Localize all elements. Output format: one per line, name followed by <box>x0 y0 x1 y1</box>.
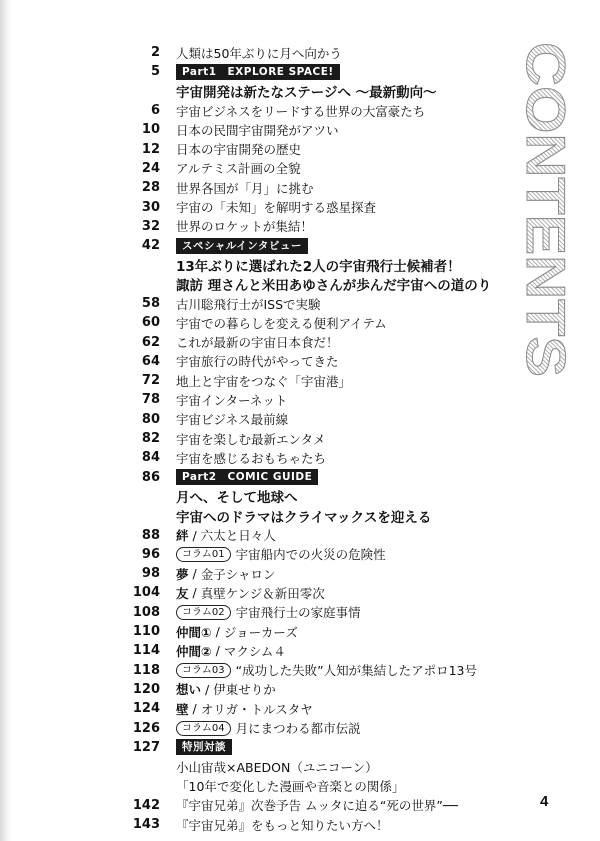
toc-entry <box>120 738 520 757</box>
column-entry <box>176 719 361 737</box>
toc-page-number: 142 <box>132 797 160 813</box>
chapter-characters: マクシム４ <box>223 643 286 659</box>
toc-page-number: 5 <box>150 64 160 80</box>
separator: / <box>215 624 220 640</box>
column-entry <box>176 603 361 621</box>
toc-title: 古川聡飛行士がISSで実験 <box>176 296 321 312</box>
toc-title: 『宇宙兄弟』次巻予告 ムッタに迫る“死の世界”── <box>176 798 458 814</box>
toc-page-number: 118 <box>132 662 160 678</box>
toc-page-number: 88 <box>141 527 160 543</box>
section-label: スペシャルインタビュー <box>176 238 308 254</box>
toc-entry <box>120 139 520 158</box>
chapter-entry <box>176 623 298 641</box>
chapter-entry <box>176 565 276 583</box>
section-label-wrap <box>176 64 340 80</box>
toc-title: 地上と宇宙をつなぐ「宇宙港」 <box>176 373 352 389</box>
toc-page-number: 104 <box>132 585 160 601</box>
feature-headline: 月へ、そして地球へ <box>176 490 298 507</box>
toc-title: 小山宙哉×ABEDON（ユニコーン） <box>176 759 378 775</box>
toc-page-number: 143 <box>132 817 160 833</box>
section-label-wrap <box>176 739 232 755</box>
separator: / <box>205 681 210 697</box>
toc-entry <box>120 583 520 602</box>
toc-entry <box>120 429 520 448</box>
toc-title: 宇宙での暮らしを変える便利アイテム <box>176 315 387 331</box>
contents-title-graphic <box>515 40 575 380</box>
toc-title: 宇宙ビジネス最前線 <box>176 412 289 428</box>
toc-page-number: 86 <box>141 469 160 485</box>
toc-page-number: 2 <box>150 45 160 61</box>
toc-title: 宇宙を楽しむ最新エンタメ <box>176 431 326 447</box>
toc-title: 宇宙飛行士の家庭事情 <box>235 605 361 621</box>
toc-page-number: 98 <box>141 566 160 582</box>
toc-entry <box>120 564 520 583</box>
toc-entry <box>120 120 520 139</box>
toc-title: 「10年で変化した漫画や音楽との関係」 <box>176 778 405 794</box>
separator: / <box>192 566 197 582</box>
toc-entry <box>120 796 520 815</box>
chapter-characters: ジョーカーズ <box>223 624 298 640</box>
feature-headline: 宇宙開発は新たなステージへ 〜最新動向〜 <box>176 85 437 102</box>
toc-page-number: 24 <box>141 160 160 176</box>
toc-page-number: 12 <box>141 141 160 157</box>
chapter-keyword: 仲間① <box>176 624 212 640</box>
column-badge: コラム01 <box>176 547 231 562</box>
toc-title: 『宇宙兄弟』をもっと知りたい方へ！ <box>176 817 389 833</box>
toc-page-number: 108 <box>132 604 160 620</box>
toc-entry <box>120 448 520 467</box>
toc-title: 宇宙インターネット <box>176 392 288 408</box>
toc-page-number: 6 <box>150 103 160 119</box>
chapter-entry <box>176 642 286 660</box>
toc-entry <box>120 255 520 274</box>
chapter-characters: オリガ・トルスタヤ <box>200 701 313 717</box>
toc-page-number: 127 <box>132 739 160 755</box>
toc-entry <box>120 178 520 197</box>
toc-entry <box>120 661 520 680</box>
chapter-keyword: 夢 <box>176 566 189 582</box>
chapter-entry <box>176 700 313 718</box>
toc-title: “成功した失敗”人知が集結したアポロ13号 <box>235 663 477 679</box>
toc-entry <box>120 757 520 776</box>
toc-page-number: 30 <box>141 199 160 215</box>
separator: / <box>192 527 197 543</box>
toc-entry <box>120 718 520 737</box>
feature-headline: 宇宙へのドラマはクライマックスを迎える <box>176 509 432 526</box>
toc-page-number: 62 <box>141 334 160 350</box>
chapter-entry <box>176 584 325 602</box>
chapter-entry <box>176 680 276 698</box>
column-entry <box>176 661 477 679</box>
toc-page-number: 126 <box>132 720 160 736</box>
toc-entry <box>120 43 520 62</box>
separator: / <box>192 585 197 601</box>
toc-page-number: 114 <box>132 643 160 659</box>
toc-page-number: 96 <box>141 546 160 562</box>
chapter-keyword: 絆 <box>176 528 189 544</box>
section-label: 特別対談 <box>176 739 232 755</box>
chapter-characters: 真壁ケンジ＆新田零次 <box>200 585 325 601</box>
toc-entry <box>120 197 520 216</box>
toc-title: 宇宙旅行の時代がやってきた <box>176 354 339 370</box>
chapter-keyword: 想い <box>176 682 202 698</box>
toc-page-number: 78 <box>141 392 160 408</box>
toc-entry <box>120 294 520 313</box>
toc-page-number: 10 <box>141 122 160 138</box>
toc-page-number: 64 <box>141 353 160 369</box>
toc-page-number: 72 <box>141 373 160 389</box>
feature-headline: 13年ぶりに選ばれた2人の宇宙飛行士候補者！ <box>176 258 461 275</box>
toc-entry <box>120 275 520 294</box>
separator: / <box>192 701 197 717</box>
toc-page-number: 82 <box>141 431 160 447</box>
page-edge-shadow <box>0 0 12 841</box>
toc-page-number: 60 <box>141 315 160 331</box>
section-label-wrap <box>176 469 318 485</box>
chapter-keyword: 仲間② <box>176 643 212 659</box>
column-badge: コラム04 <box>176 721 231 736</box>
column-badge: コラム03 <box>176 663 231 678</box>
toc-title: 日本の宇宙開発の歴史 <box>176 142 302 158</box>
toc-entry <box>120 468 520 487</box>
contents-title-text: CONTENTS <box>515 42 575 345</box>
toc-page-number: 110 <box>132 624 160 640</box>
toc-entry <box>120 390 520 409</box>
toc-entry <box>120 815 520 834</box>
toc-page-number: 32 <box>141 218 160 234</box>
toc-page-number: 28 <box>141 180 160 196</box>
toc-entry <box>120 776 520 795</box>
toc-title: 月にまつわる都市伝説 <box>235 721 361 737</box>
toc-entry <box>120 159 520 178</box>
toc-entry <box>120 680 520 699</box>
toc-title: これが最新の宇宙日本食だ！ <box>176 335 339 351</box>
toc-title: 宇宙ビジネスをリードする世界の大富豪たち <box>176 103 426 119</box>
toc-entry <box>120 506 520 525</box>
toc-entry <box>120 487 520 506</box>
chapter-keyword: 友 <box>176 585 189 601</box>
toc-entry <box>120 217 520 236</box>
toc-title: アルテミス計画の全貌 <box>176 161 301 177</box>
toc-title: 宇宙の「未知」を解明する惑星探査 <box>176 200 377 216</box>
toc-entry <box>120 236 520 255</box>
toc-entry <box>120 622 520 641</box>
chapter-entry <box>176 526 276 544</box>
toc-entry <box>120 82 520 101</box>
toc-page-number: 42 <box>141 238 160 254</box>
chapter-characters: 六太と日々人 <box>200 528 276 544</box>
toc-title: 世界のロケットが集結！ <box>176 219 313 235</box>
toc-entry <box>120 371 520 390</box>
toc-page-number: 124 <box>132 701 160 717</box>
separator: / <box>215 643 220 659</box>
toc-title: 世界各国が「月」に挑む <box>176 180 314 196</box>
toc-entry <box>120 313 520 332</box>
toc-entry <box>120 545 520 564</box>
feature-headline: 諏訪 理さんと米田あゆさんが歩んだ宇宙への道のり <box>176 278 492 295</box>
toc-title: 人類は50年ぶりに月へ向かう <box>176 45 342 61</box>
toc-title: 宇宙を感じるおもちゃたち <box>176 450 327 466</box>
contents-vertical-title <box>515 40 575 380</box>
toc-page-number: 80 <box>141 411 160 427</box>
toc-entry <box>120 62 520 81</box>
toc-entry <box>120 641 520 660</box>
section-label: Part2 COMIC GUIDE <box>176 469 318 485</box>
section-label-wrap <box>176 238 308 254</box>
toc-entry <box>120 352 520 371</box>
section-label: Part1 EXPLORE SPACE! <box>176 64 340 80</box>
column-entry <box>176 545 386 563</box>
toc-entry <box>120 699 520 718</box>
table-of-contents <box>120 43 520 834</box>
toc-page-number: 120 <box>132 681 160 697</box>
toc-page-number: 58 <box>141 296 160 311</box>
toc-entry <box>120 410 520 429</box>
page-number: 4 <box>540 793 549 810</box>
toc-entry <box>120 603 520 622</box>
chapter-characters: 伊東せりか <box>213 682 276 698</box>
toc-entry <box>120 101 520 120</box>
toc-entry <box>120 332 520 351</box>
chapter-characters: 金子シャロン <box>200 566 276 582</box>
toc-title: 日本の民間宇宙開発がアツい <box>176 122 339 138</box>
column-badge: コラム02 <box>176 605 231 620</box>
toc-title: 宇宙船内での火災の危険性 <box>235 547 386 563</box>
toc-page-number: 84 <box>141 450 160 466</box>
toc-entry <box>120 525 520 544</box>
chapter-keyword: 壁 <box>176 701 189 717</box>
